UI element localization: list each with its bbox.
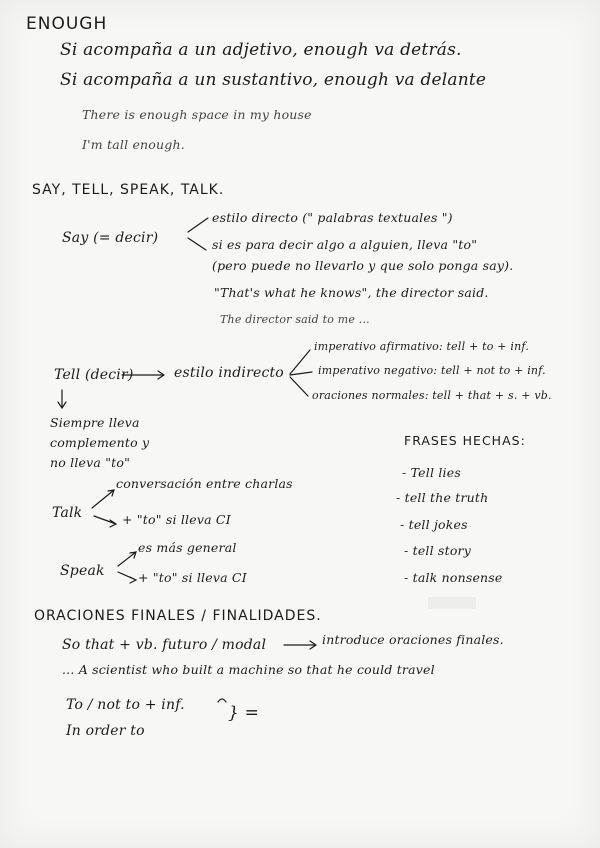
- frase-item-2: - tell the truth: [396, 490, 489, 505]
- speak-branch-down: [118, 572, 136, 583]
- say-branch-down: [188, 238, 206, 250]
- tell-down-arrow: [58, 390, 66, 408]
- say-example-2: The director said to me ...: [220, 313, 370, 326]
- tell-note-1: Siempre lleva: [50, 415, 140, 430]
- oraciones-heading: ORACIONES FINALES / FINALIDADES.: [34, 608, 322, 624]
- tell-note-2: complemento y: [50, 435, 150, 450]
- to-not-to-rule: To / not to + inf.: [66, 697, 185, 713]
- tell-indirect-style: estilo indirecto: [174, 365, 284, 381]
- tell-negative-imperative: imperativo negativo: tell + not to + inf.: [318, 364, 546, 377]
- tell-note-3: no lleva "to": [50, 455, 131, 470]
- tell-normal-sentences: oraciones normales: tell + that + s. + vb.: [312, 389, 552, 402]
- say-to-rule-note: (pero puede no llevarlo y que solo ponga say).: [212, 258, 514, 273]
- so-that-rule: So that + vb. futuro / modal: [62, 637, 267, 653]
- frase-item-4: - tell story: [404, 543, 471, 558]
- talk-branch-up: [92, 490, 114, 508]
- speak-ci: + "to" si lleva CI: [138, 570, 247, 585]
- say-example-1: "That's what he knows", the director said.: [214, 285, 489, 300]
- speak-branch-up: [118, 552, 136, 566]
- frase-item-1: - Tell lies: [402, 465, 461, 480]
- tell-branch-up: [290, 350, 310, 374]
- frase-item-3: - tell jokes: [400, 517, 468, 532]
- speak-general: es más general: [138, 540, 237, 555]
- talk-conversation: conversación entre charlas: [116, 476, 293, 491]
- frase-item-5: - talk nonsense: [404, 570, 503, 585]
- speak-label: Speak: [60, 563, 105, 579]
- tell-arrow: [122, 371, 164, 379]
- so-that-example: ... A scientist who built a machine so that he could travel: [62, 662, 435, 677]
- in-order-to-rule: In order to: [66, 723, 145, 739]
- tell-affirmative-imperative: imperativo afirmativo: tell + to + inf.: [314, 340, 529, 353]
- say-label: Say (= decir): [62, 230, 159, 246]
- tell-branch-down: [290, 377, 308, 396]
- enough-heading: ENOUGH: [26, 14, 108, 34]
- talk-ci: + "to" si lleva CI: [122, 512, 231, 527]
- say-to-rule: si es para decir algo a alguien, lleva "to": [212, 237, 478, 252]
- frases-heading: FRASES HECHAS:: [404, 433, 526, 448]
- enough-rule-noun: Si acompaña a un sustantivo, enough va delante: [60, 70, 487, 90]
- say-branch-up: [188, 218, 208, 232]
- enough-rule-adjective: Si acompaña a un adjetivo, enough va detrás.: [60, 40, 462, 60]
- say-direct-style: estilo directo (" palabras textuales "): [212, 210, 453, 225]
- inf-curve: [218, 699, 226, 702]
- so-that-arrow: [284, 641, 316, 649]
- tell-branch-mid: [290, 372, 312, 375]
- talk-branch-down: [94, 516, 116, 527]
- say-tell-heading: SAY, TELL, SPEAK, TALK.: [32, 182, 225, 198]
- so-that-purpose: introduce oraciones finales.: [322, 632, 504, 647]
- enough-example-2: I'm tall enough.: [82, 137, 185, 152]
- equivalence-brace: } =: [228, 703, 260, 723]
- talk-label: Talk: [52, 505, 83, 521]
- tell-label: Tell (decir): [54, 367, 134, 383]
- enough-example-1: There is enough space in my house: [82, 107, 312, 122]
